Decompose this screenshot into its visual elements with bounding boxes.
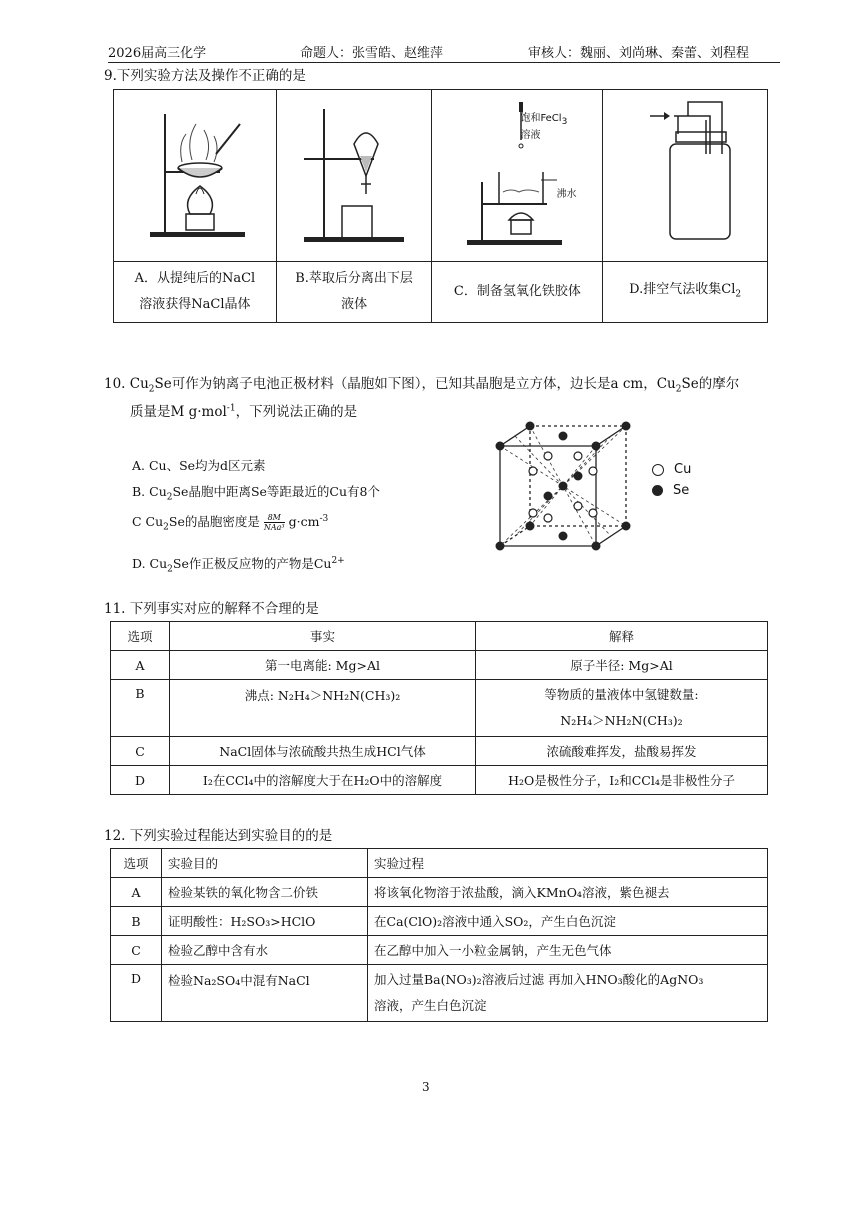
- evaporating-dish-apparatus: [120, 94, 270, 254]
- page-number: 3: [422, 1080, 430, 1094]
- table-row: B 沸点: N₂H₄＞NH₂N(CH₃)₂ 等物质的量液体中氢键数量: N₂H₄＞NH₂N(CH₃)₂: [111, 680, 768, 737]
- q9-option-c: C．制备氢氧化铁胶体: [432, 262, 603, 323]
- table-row: A 第一电离能: Mg>Al 原子半径: Mg>Al: [111, 651, 768, 680]
- q11-stem: 11. 下列事实对应的解释不合理的是: [104, 601, 319, 617]
- q11-header-fact: 事实: [170, 622, 476, 651]
- q12-header-option: 选项: [111, 849, 162, 878]
- se-marker-icon: [652, 485, 663, 496]
- header-reviewers: 审核人：魏丽、刘尚琳、秦蕾、刘程程: [528, 46, 750, 61]
- q10-option-c: C $Cu_2Se$的晶胞密度是 $\frac{8M}{\text{NAa³}}$ $g\cdot cm^{-3}$: [132, 513, 329, 533]
- q9-stem: 9.下列实验方法及操作不正确的是: [104, 68, 306, 84]
- q11-table: [110, 621, 768, 795]
- table-row: C 检验乙醇中含有水 在乙醇中加入一小粒金属钠，产生无色气体: [111, 936, 768, 965]
- table-row: A 检验某铁的氧化物含二价铁 将该氧化物溶于浓盐酸，滴入KMnO₄溶液，紫色褪去: [111, 878, 768, 907]
- fecl3-label: 饱和FeCl$_3$ 溶液: [520, 113, 568, 141]
- table-row: C NaCl固体与浓硫酸共热生成HCl气体 浓硫酸难挥发，盐酸易挥发: [111, 737, 768, 766]
- q12-header-process: 实验过程: [368, 849, 768, 878]
- legend-cu: Cu: [652, 462, 691, 477]
- q9-option-b: B.萃取后分离出下层 液体: [276, 262, 432, 323]
- colloid-preparation-apparatus: [437, 92, 597, 257]
- q9-option-a: A．从提纯后的NaCl 溶液获得NaCl晶体: [114, 262, 277, 323]
- separatory-funnel-apparatus: [284, 94, 424, 254]
- unit-cell-diagram: [488, 418, 638, 553]
- q12-stem: 12. 下列实验过程能达到实验目的的是: [104, 828, 333, 844]
- table-row: D 检验Na₂SO₄中混有NaCl 加入过量Ba(NO₃)₂溶液后过滤 再加入HNO₃酸化的AgNO₃ 溶液，产生白色沉淀: [111, 965, 768, 1022]
- cu-marker-icon: [652, 464, 664, 476]
- q9-figure-a: [114, 90, 277, 262]
- q9-apparatus-table: [113, 89, 768, 323]
- q9-figure-c: [432, 90, 603, 262]
- q10-stem-line1: 10. $Cu_2Se$可作为钠离子电池正极材料（晶胞如下图），已知其晶胞是立方体，边长是a cm，$Cu_2Se$的摩尔: [104, 376, 740, 395]
- q10-option-b: B. $Cu_2Se$晶胞中距离Se等距最近的Cu有8个: [132, 484, 380, 503]
- q10-option-d: D. $Cu_2Se$作正极反应物的产物是$Cu^{2+}$: [132, 555, 345, 575]
- q12-table: [110, 848, 768, 1022]
- gas-collection-bottle: [610, 94, 760, 254]
- q10-stem-line2: 质量是M g·mol$^{-1}$，下列说法正确的是: [130, 403, 358, 420]
- q9-option-d: D.排空气法收集$Cl_2$: [603, 262, 768, 323]
- q11-header-option: 选项: [111, 622, 170, 651]
- density-fraction: $\frac{8M}{\text{NAa³}}$: [263, 513, 285, 532]
- q9-figure-d: [603, 90, 768, 262]
- table-row: B 证明酸性：H₂SO₃>HClO 在Ca(ClO)₂溶液中通入SO₂，产生白色沉淀: [111, 907, 768, 936]
- q11-header-explanation: 解释: [476, 622, 768, 651]
- boiling-water-label: 沸水: [556, 189, 577, 200]
- q10-option-a: A. Cu、Se均为d区元素: [132, 458, 266, 473]
- header-title: 2026届高三化学: [108, 46, 207, 61]
- header-authors: 命题人：张雪皓、赵维萍: [300, 46, 444, 61]
- legend-se: Se: [652, 483, 689, 498]
- page-header: [108, 40, 780, 63]
- q12-header-goal: 实验目的: [162, 849, 368, 878]
- q9-figure-b: [276, 90, 432, 262]
- table-row: D I₂在CCl₄中的溶解度大于在H₂O中的溶解度 H₂O是极性分子，I₂和CCl₄是非极性分子: [111, 766, 768, 795]
